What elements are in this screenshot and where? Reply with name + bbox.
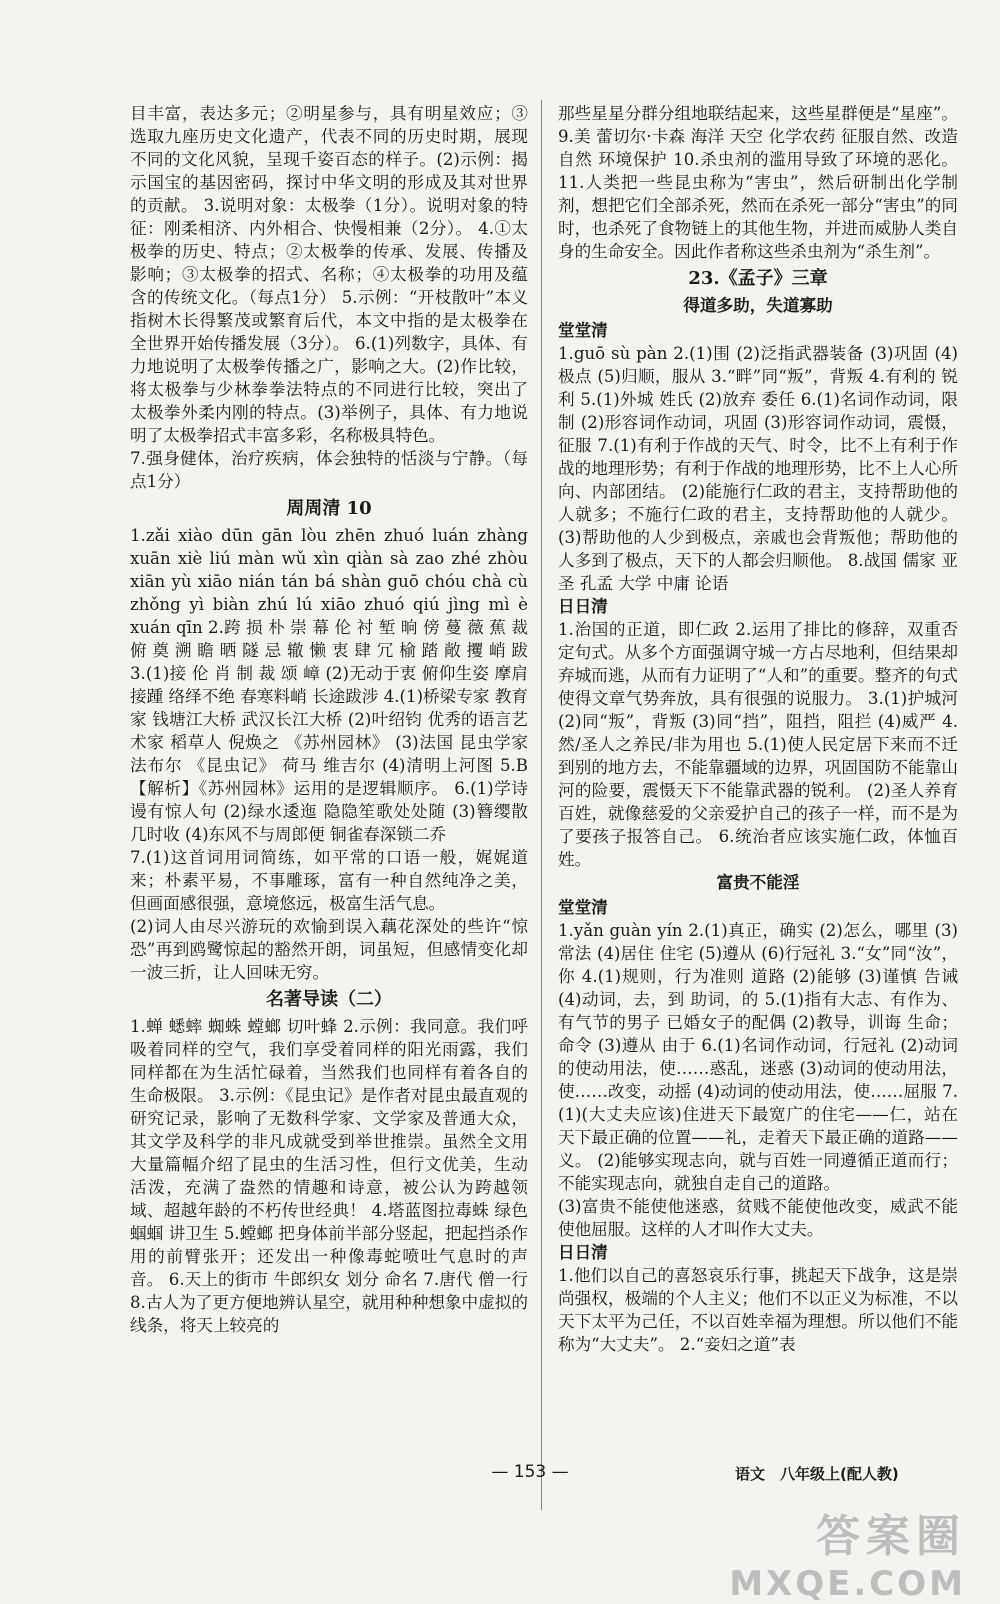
weekly-10-answer-7b: (2)词人由尽兴游玩的欢愉到误入藕花深处的些许“惊恐”再到鸥鹭惊起的豁然开朗，词虽短，但感情变化却一波三折，让人回味无穷。 <box>130 917 528 982</box>
footer-subject: 语文 八年级上(配人教) <box>735 1465 899 1483</box>
watermark-text: 答案圈 <box>816 1511 966 1562</box>
column-divider <box>541 100 542 1510</box>
tangtangqing-2-answers: 1.yǎn guàn yín 2.(1)真正，确实 (2)怎么，哪里 (3)常法 (4)居住 住宅 (5)遵从 (6)行冠礼 3.“女”同“汝”，你 4.(1)规则，行为准则 道路 (2)能够 (3)谨慎 告诫 (4)动词，去，到 助词，的 5.(1)指有大志、有作为、有气节的男子 已婚女子的配偶 (2)教导，训诲 生命；命令 (3)遵从 由于 6.(1)名词作动词，行冠礼 (2)动词的使动用法，使……惑乱，迷惑 (3)动词的使动用法，使……改变，动摇 (4)动词的使动用法，使……屈服 7.(1)(大丈夫应该)住进天下最宽广的住宅——仁，站在天下最正确的位置——礼，走着天下最正确的道路——义。 (2)能够实现志向，就与百姓一同遵循正道而行；不能实现志向，就独自走自己的道路。 <box>558 921 958 1193</box>
left-column <box>130 102 528 1337</box>
tangtangqing-2-answer-3: (3)富贵不能使他迷惑，贫贱不能使他改变，威武不能使他屈服。这样的人才叫作大丈夫。 <box>558 1197 958 1239</box>
tangtangqing-answers: 1.guō sù pàn 2.(1)围 (2)泛指武器装备 (3)巩固 (4)极点 (5)归顺，服从 3.“畔”同“叛”，背叛 4.有利的 锐利 5.(1)外城 姓氏 (2)放弃 委任 6.(1)名词作动词，限制 (2)形容词作动词，巩固 (3)形容词作动词，震慑，征服 7.(1)有利于作战的天气、时令，比不上有利于作战的地理形势；有利于作战的地理形势，比不上人心所向、内部团结。 (2)能施行仁政的君主，支持帮助他的人就多；不施行仁政的君主，支持帮助他的人就少。 (3)帮助他的人少到极点，亲戚也会背叛他；帮助他的人多到了极点，天下的人都会归顺他。 8.战国 儒家 亚圣 孔孟 大学 中庸 论语 <box>558 344 958 593</box>
section-title-classics-guide: 名著导读（二） <box>266 989 392 1010</box>
classics-guide-answers: 1.蝉 蟋蟀 蜘蛛 螳螂 切叶蜂 2.示例：我同意。我们呼吸着同样的空气，我们享受着同样的阳光雨露，我们同样都在为生活忙碌着，当然我们也同样有着各自的生命极限。 3.示例：《昆虫记》是作者对昆虫最直观的研究记录，影响了无数科学家、文学家及普通大众，其文学及科学的非凡成就受到举世推崇。虽然全文用大量篇幅介绍了昆虫的生活习性，但行文优美，生动活泼，充满了盎然的情趣和诗意，被公认为跨越领域、超越年龄的不朽传世经典！ 4.塔蓝图拉毒蛛 绿色蝈蝈 讲卫生 5.螳螂 把身体前半部分竖起，把起挡杀作用的前臂张开；还发出一种像毒蛇喷吐气息时的声音。 6.天上的街市 牛郎织女 划分 命名 7.唐代 僧一行 8.古人为了更方便地辨认星空，就用种种想象中虚拟的线条，将天上较亮的 <box>130 1017 528 1335</box>
section-title-weekly-10: 周周清 10 <box>286 498 372 519</box>
weekly-10-answers: 1.zǎi xiào dūn gān lòu zhēn zhuó luán zhàng xuān xiè liú màn wǔ xìn qiàn sà zao zhé zhòu xiān yù xiāo nián tán bá shàn guō chóu chà cù zhǒng yì biàn zhú lú xiāo zhuó qiú jìng mì è xuán qīn 2.跨 损 朴 崇 幕 伦 衬 堑 晌 傍 蔓 薇 蕉 裁 俯 奠 溯 瞻 晒 隧 忌 辙 懒 衷 肆 冗 榆 踏 敞 攫 峭 跋 3.(1)接 伦 肖 制 裁 颂 嶂 (2)无动于衷 俯仰生姿 摩肩接踵 络绎不绝 春寒料峭 长途跋涉 4.(1)桥梁专家 教育家 钱塘江大桥 武汉长江大桥 (2)叶绍钧 优秀的语言艺术家 稻草人 倪焕之 《苏州园林》 (3)法国 昆虫学家 法布尔 《昆虫记》 荷马 维吉尔 (4)清明上河图 5.B 【解析】《苏州园林》运用的是逻辑顺序。 6.(1)学诗谩有惊人句 (2)绿水逶迤 隐隐笙歌处处随 (3)簪缨散 几时收 (4)东风不与周郎便 铜雀春深锁二乔 <box>130 526 528 844</box>
page-number: — 153 — <box>491 1462 569 1482</box>
watermark-logo <box>729 1500 966 1604</box>
tag-ririqing-2: 日日清 <box>558 1242 608 1262</box>
watermark-url: MXQE.COM <box>729 1564 966 1604</box>
page-number-value: 153 <box>513 1462 547 1482</box>
tag-tangtangqing-2: 堂堂清 <box>558 897 608 917</box>
weekly-10-answer-7: 7.(1)这首词用词简练，如平常的口语一般，娓娓道来；朴素平易，不事雕琢，富有一种自然纯净之美，但画面感很强，意境悠远，极富生活气息。 <box>130 848 528 913</box>
ririqing-2-answers: 1.他们以自己的喜怒哀乐行事，挑起天下战争，这是崇尚强权，极端的个人主义；他们不以正义为标准，不以天下太平为己任，不以百姓幸福为理想。所以他们不能称为“大丈夫”。 2.“妾妇之道”表 <box>558 1266 958 1354</box>
ririqing-answers: 1.治国的正道，即仁政 2.运用了排比的修辞，双重否定句式。从多个方面强调守城一方占尽地利，但结果却弃城而逃，从而有力证明了“人和”的重要。整齐的句式使得文章气势奔放，具有很强的说服力。 3.(1)护城河 (2)同“叛”，背叛 (3)同“挡”，阻挡，阻拦 (4)威严 4.然/圣人之养民/非为用也 5.(1)使人民定居下来而不迁到别的地方去，不能靠疆域的边界，巩固国防不能靠山河的险要，震慑天下不能靠武器的锐利。 (2)圣人养育百姓，就像慈爱的父亲爱护自己的孩子一样，而不是为了要孩子报答自己。 6.统治者应该实施仁政，体恤百姓。 <box>558 620 958 869</box>
subsection-title-fugui: 富贵不能淫 <box>716 872 800 892</box>
left-paragraph-7: 7.强身健体，治疗疾病，体会独特的恬淡与宁静。（每点1分） <box>130 449 528 491</box>
tag-ririqing: 日日清 <box>558 596 608 616</box>
right-paragraph: 那些星星分群分组地联结起来，这些星群便是“星座”。 9.美 蕾切尔·卡森 海洋 天空 化学农药 征服自然、改造自然 环境保护 10.杀虫剂的滥用导致了环境的恶化。 11.人类把一些昆虫称为“害虫”，然后研制出化学制剂，想把它们全部杀死，然而在杀死一部分“害虫”的同时，也杀死了食物链上的其他生物，并进而威胁人类自身的生命安全。因此作者称这些杀虫剂为“杀生剂”。 <box>558 104 958 261</box>
section-title-mencius: 23.《孟子》三章 <box>688 268 828 289</box>
right-column <box>558 102 958 1356</box>
left-paragraph: 目丰富，表达多元；②明星参与，具有明星效应；③选取九座历史文化遗产，代表不同的历史时期，展现不同的文化风貌，呈现千姿百态的样子。(2)示例：揭示国宝的基因密码，探讨中华文明的形成及其对世界的贡献。 3.说明对象：太极拳（1分）。说明对象的特征：刚柔相济、内外相合、快慢相兼（2分）。 4.①太极拳的历史、特点；②太极拳的传承、发展、传播及影响；③太极拳的招式、名称；④太极拳的功用及蕴含的传统文化。（每点1分） 5.示例：“开枝散叶”本义指树木长得繁茂或繁育后代，本文中指的是太极拳在全世界开始传播发展（3分）。 6.(1)列数字，具体、有力地说明了太极拳传播之广，影响之大。(2)作比较，将太极拳与少林拳拳法特点的不同进行比较，突出了太极拳外柔内刚的特点。(3)举例子，具体、有力地说明了太极拳招式丰富多彩，名称极具特色。 <box>130 104 528 445</box>
tag-tangtangqing: 堂堂清 <box>558 320 608 340</box>
subsection-title-dedao: 得道多助，失道寡助 <box>683 295 833 315</box>
